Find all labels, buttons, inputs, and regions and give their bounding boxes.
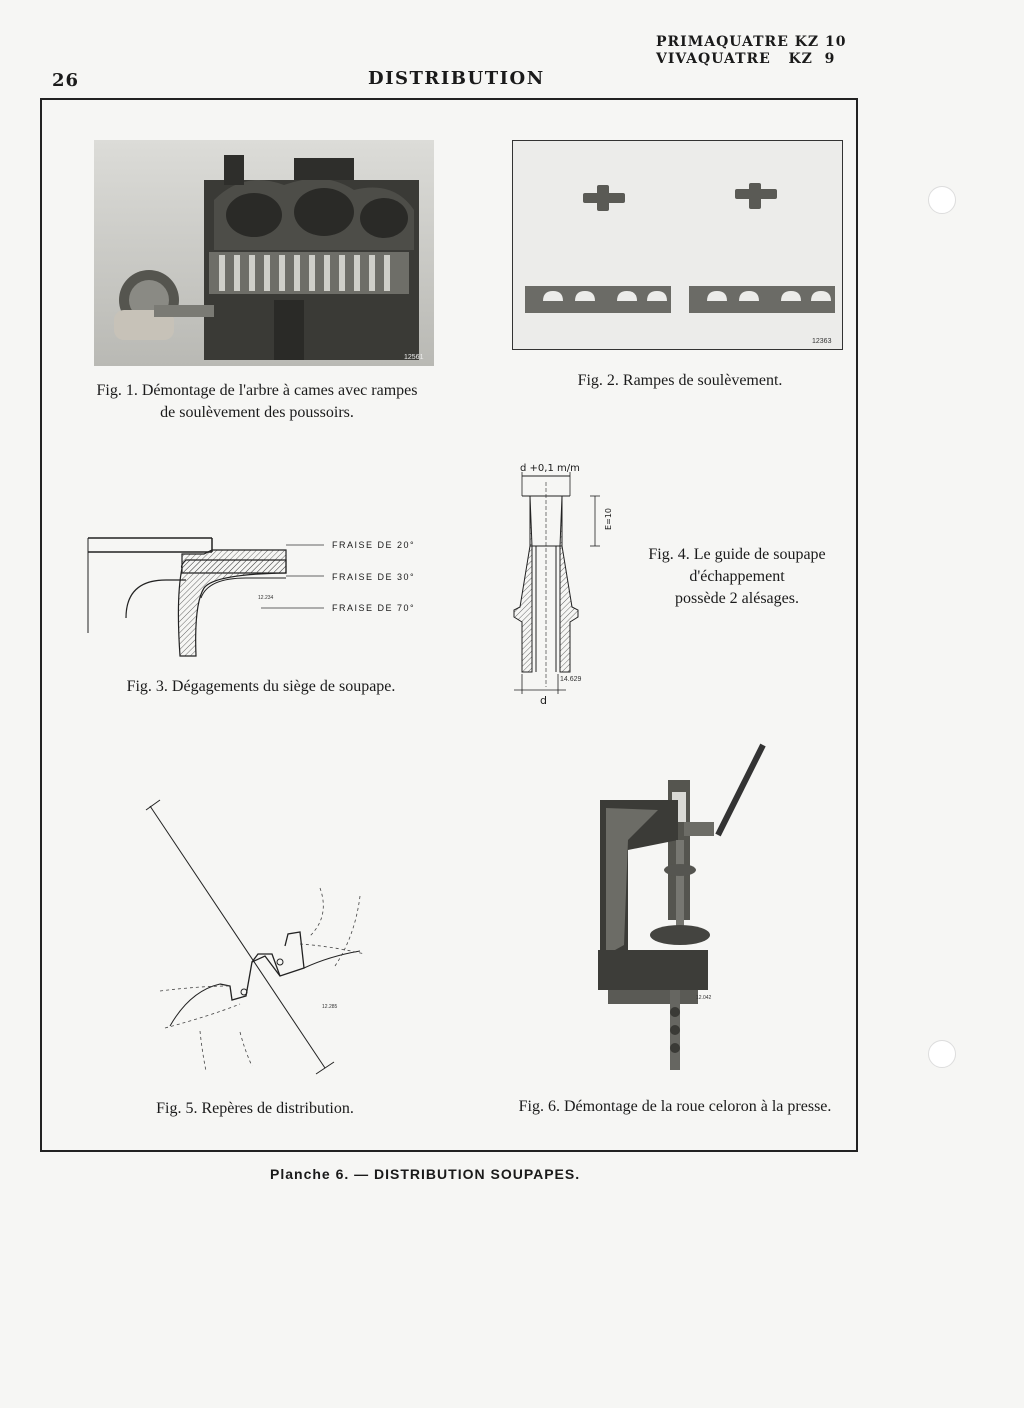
fig5-caption: Fig. 5. Repères de distribution. <box>156 1100 354 1117</box>
fig6-press-photo <box>588 740 778 1080</box>
fig4-ref-number: 14.629 <box>560 676 582 683</box>
fig1-engine-photo <box>94 140 434 366</box>
model-designation <box>656 34 846 68</box>
fig4-caption <box>622 544 852 610</box>
fig3-label-fraise-20: FRAISE DE 20° <box>332 540 416 550</box>
fig6-ref-number: 12.042 <box>696 995 712 1001</box>
fig4-dim-bottom: d <box>540 694 547 707</box>
binder-hole-bottom <box>928 1040 956 1068</box>
page-number: 26 <box>52 70 80 91</box>
fig5-timing-marks-drawing <box>140 796 380 1086</box>
fig1-caption-line-2: de soulèvement des poussoirs. <box>160 404 354 421</box>
model-line-1: PRIMAQUATRE KZ 10 <box>656 34 847 50</box>
fig2-caption: Fig. 2. Rampes de soulèvement. <box>577 372 783 389</box>
fig4-dim-top: d +0,1 m/m <box>520 463 580 474</box>
fig1-caption <box>62 380 452 424</box>
fig1-ref-number: 12561 <box>404 354 424 361</box>
fig4-valve-guide-drawing <box>500 462 630 712</box>
plate-caption: Planche 6. — DISTRIBUTION SOUPAPES. <box>270 1166 581 1182</box>
fig3-label-fraise-30: FRAISE DE 30° <box>332 572 416 582</box>
fig4-caption-line-3: possède 2 alésages. <box>675 590 799 607</box>
fig2-ref-number: 12363 <box>812 338 832 345</box>
model-line-2: VIVAQUATRE KZ 9 <box>656 51 836 67</box>
fig2-ramps-photo <box>512 140 843 350</box>
fig3-label-fraise-70: FRAISE DE 70° <box>332 603 416 613</box>
fig5-ref-number: 12.285 <box>322 1004 338 1010</box>
fig6-caption: Fig. 6. Démontage de la roue celoron à la presse. <box>518 1098 832 1115</box>
binder-hole-top <box>928 186 956 214</box>
section-title: DISTRIBUTION <box>368 68 545 89</box>
fig3-ref-number: 12.234 <box>258 595 274 601</box>
fig1-caption-line-1: Fig. 1. Démontage de l'arbre à cames avec rampes <box>96 382 418 399</box>
fig4-caption-line-2: d'échappement <box>689 568 785 585</box>
fig4-dim-side: E=10 <box>604 508 613 530</box>
fig4-caption-line-1: Fig. 4. Le guide de soupape <box>648 546 826 563</box>
fig3-caption: Fig. 3. Dégagements du siège de soupape. <box>126 678 396 695</box>
